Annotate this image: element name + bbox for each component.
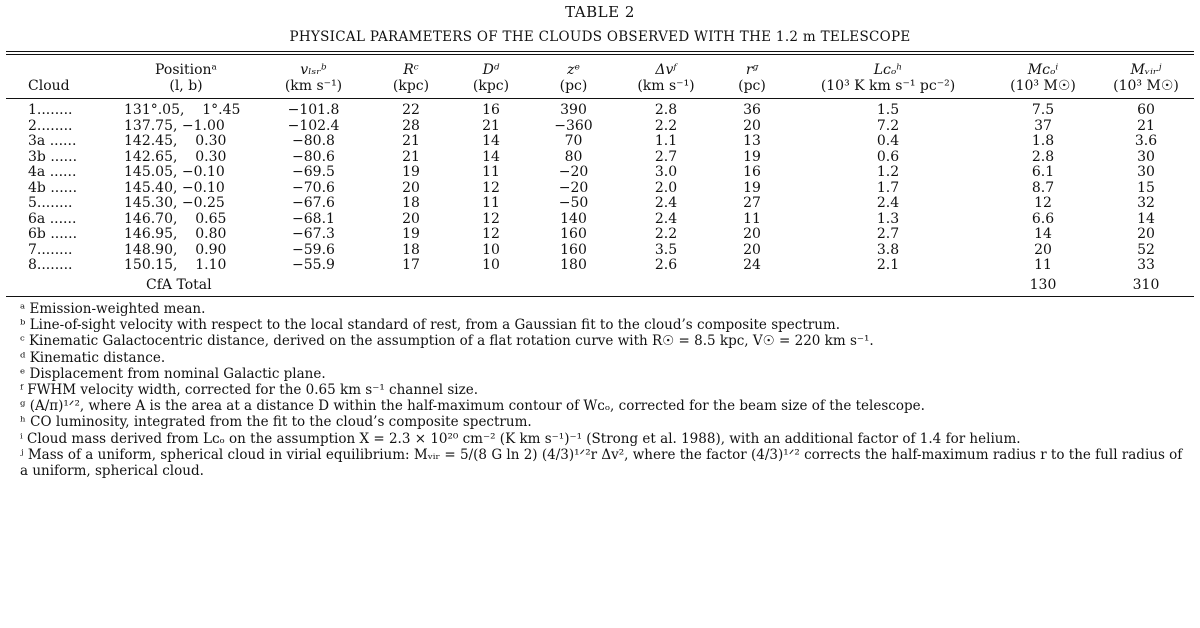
col-header-dv: Δvᶠ bbox=[655, 62, 677, 78]
cell-Lco: 7.2 bbox=[876, 117, 900, 134]
cell-cloud: 5........ bbox=[28, 195, 73, 211]
cell-r: 11 bbox=[743, 210, 761, 227]
cell-vlsr: −67.6 bbox=[292, 195, 335, 211]
cell-Lco: 3.8 bbox=[876, 241, 900, 258]
cell-Mvir: 3.6 bbox=[1134, 133, 1158, 149]
cell-z: −360 bbox=[554, 117, 593, 134]
cell-dv: 2.4 bbox=[654, 210, 678, 227]
table-row bbox=[6, 227, 1194, 243]
cell-r: 19 bbox=[743, 179, 761, 196]
cell-R: 21 bbox=[402, 133, 420, 149]
table-row bbox=[6, 119, 1194, 135]
cell-cloud: 4a ...... bbox=[28, 164, 77, 180]
cell-dv: 2.6 bbox=[654, 257, 678, 273]
cell-Lco: 1.7 bbox=[876, 179, 900, 196]
cell-position: 142.65, 0.30 bbox=[124, 148, 227, 165]
col-header-Mvir: Mᵥᵢᵣʲ bbox=[1130, 62, 1162, 78]
cell-dv: 3.5 bbox=[654, 241, 678, 258]
footnotes bbox=[6, 301, 1194, 479]
cell-position: 145.40, −0.10 bbox=[124, 179, 225, 196]
table-row bbox=[6, 134, 1194, 150]
cell-z: 160 bbox=[560, 241, 587, 258]
cell-Mco: 2.8 bbox=[1031, 148, 1055, 165]
col-unit-R: (kpc) bbox=[392, 78, 430, 94]
cell-Mco: 37 bbox=[1034, 117, 1052, 134]
table-number: TABLE 2 bbox=[565, 3, 635, 21]
cell-D: 14 bbox=[482, 133, 500, 149]
cell-R: 17 bbox=[402, 257, 420, 273]
cell-vlsr: −101.8 bbox=[287, 102, 340, 118]
cell-dv: 1.1 bbox=[654, 133, 678, 149]
cell-Mvir: 21 bbox=[1137, 117, 1155, 134]
cell-vlsr: −80.8 bbox=[292, 133, 335, 149]
total-mco: 130 bbox=[1029, 276, 1057, 293]
total-mvir: 310 bbox=[1132, 276, 1160, 293]
cell-vlsr: −67.3 bbox=[292, 226, 335, 242]
cell-r: 19 bbox=[743, 148, 761, 165]
cell-position: 145.30, −0.25 bbox=[124, 195, 225, 211]
cell-r: 27 bbox=[743, 195, 761, 211]
col-unit-Mco: (10³ M☉) bbox=[1010, 78, 1076, 94]
cell-Mco: 12 bbox=[1034, 195, 1052, 211]
cell-D: 11 bbox=[482, 195, 500, 211]
cell-cloud: 6b ...... bbox=[28, 226, 78, 242]
cell-z: 70 bbox=[564, 133, 583, 149]
col-header-position: Positionᵃ bbox=[155, 62, 217, 78]
cell-position: 145.05, −0.10 bbox=[124, 164, 225, 180]
cell-D: 10 bbox=[482, 241, 500, 258]
cell-R: 22 bbox=[402, 102, 420, 118]
cell-D: 10 bbox=[482, 257, 500, 273]
cell-D: 12 bbox=[482, 226, 500, 242]
cell-vlsr: −55.9 bbox=[292, 257, 335, 273]
cell-Lco: 1.2 bbox=[876, 164, 900, 180]
cell-Mco: 8.7 bbox=[1031, 179, 1055, 196]
table-body bbox=[6, 99, 1194, 274]
cell-D: 21 bbox=[482, 117, 500, 134]
cell-R: 21 bbox=[402, 148, 420, 165]
col-unit-position: (l, b) bbox=[169, 78, 203, 94]
cell-r: 24 bbox=[743, 257, 761, 273]
footnote-f: ᶠ FWHM velocity width, corrected for the 0.65 km s⁻¹ channel size. bbox=[20, 382, 478, 399]
footnote-j: ʲ Mass of a uniform, spherical cloud in virial equilibrium: Mᵥᵢᵣ = 5/(8 G ln 2) (4/3)¹ᐟ²r Δv², where the factor (4/3)¹ᐟ² corrects the half-maximum radius r to the full radius of a uniform, spherical cloud. bbox=[20, 446, 1183, 480]
cell-Lco: 2.4 bbox=[876, 195, 900, 211]
table-row bbox=[6, 150, 1194, 166]
cell-r: 13 bbox=[743, 133, 761, 149]
cell-Mvir: 15 bbox=[1137, 179, 1155, 196]
cell-vlsr: −59.6 bbox=[292, 241, 335, 258]
cell-D: 11 bbox=[482, 164, 500, 180]
table-row bbox=[6, 196, 1194, 212]
cell-position: 146.70, 0.65 bbox=[124, 210, 227, 227]
cell-z: 140 bbox=[560, 210, 587, 227]
table-row bbox=[6, 165, 1194, 181]
cell-Mco: 20 bbox=[1034, 241, 1052, 258]
footnote-g: ᵍ (A/π)¹ᐟ², where A is the area at a distance D within the half-maximum contour of Wᴄₒ, corrected for the beam size of the telescope. bbox=[20, 398, 925, 415]
cell-Lco: 1.5 bbox=[876, 102, 900, 118]
cell-cloud: 4b ...... bbox=[28, 179, 78, 196]
cell-D: 12 bbox=[482, 179, 500, 196]
cell-position: 148.90, 0.90 bbox=[124, 241, 227, 258]
cell-position: 137.75, −1.00 bbox=[124, 117, 225, 134]
col-header-Mco: Mᴄₒⁱ bbox=[1027, 62, 1059, 78]
cell-r: 20 bbox=[743, 226, 761, 242]
col-unit-dv: (km s⁻¹) bbox=[637, 78, 695, 94]
cell-Mco: 6.6 bbox=[1031, 210, 1055, 227]
cell-z: 390 bbox=[560, 102, 587, 118]
cell-Mvir: 60 bbox=[1137, 102, 1155, 118]
cell-Lco: 0.6 bbox=[876, 148, 900, 165]
cell-dv: 2.4 bbox=[654, 195, 678, 211]
cell-Mco: 14 bbox=[1034, 226, 1052, 242]
footnote-d: ᵈ Kinematic distance. bbox=[20, 349, 166, 366]
table-container bbox=[6, 0, 1194, 479]
cell-Mco: 6.1 bbox=[1031, 164, 1055, 180]
cell-Mvir: 14 bbox=[1137, 210, 1155, 227]
cell-z: −20 bbox=[558, 179, 589, 196]
footnote-i: ⁱ Cloud mass derived from Lᴄₒ on the assumption X = 2.3 × 10²⁰ cm⁻² (K km s⁻¹)⁻¹ (Strong et al. 1988), with an additional factor of 1.4 for helium. bbox=[20, 430, 1021, 447]
table-row bbox=[6, 212, 1194, 228]
cell-cloud: 3a ...... bbox=[28, 133, 77, 149]
col-header-Lco: Lᴄₒʰ bbox=[873, 62, 903, 78]
col-header-cloud bbox=[6, 55, 116, 78]
cell-Mvir: 52 bbox=[1137, 241, 1155, 258]
cell-position: 131°.05, 1°.45 bbox=[124, 102, 241, 118]
cell-dv: 2.0 bbox=[654, 179, 678, 196]
table-title: PHYSICAL PARAMETERS OF THE CLOUDS OBSERVED WITH THE 1.2 m TELESCOPE bbox=[289, 29, 911, 45]
col-header-vlsr: vₗₛᵣᵇ bbox=[300, 62, 327, 78]
cell-vlsr: −68.1 bbox=[292, 210, 335, 227]
cell-Lco: 2.7 bbox=[876, 226, 900, 242]
cell-cloud: 7........ bbox=[28, 241, 73, 258]
cell-cloud: 8........ bbox=[28, 257, 73, 273]
table-row bbox=[6, 181, 1194, 197]
footnote-b: ᵇ Line-of-sight velocity with respect to the local standard of rest, from a Gaussian fit to the cloud’s composite spectrum. bbox=[20, 317, 840, 334]
col-header-cloud-label: Cloud bbox=[28, 78, 70, 94]
cell-R: 18 bbox=[402, 195, 420, 211]
cell-r: 20 bbox=[743, 117, 761, 134]
total-label: CfA Total bbox=[146, 276, 212, 293]
col-header-r: rᵍ bbox=[745, 62, 759, 78]
cell-Lco: 2.1 bbox=[876, 257, 900, 273]
cell-position: 146.95, 0.80 bbox=[124, 226, 227, 242]
cell-Mvir: 30 bbox=[1137, 148, 1155, 165]
col-header-z: zᵉ bbox=[567, 62, 580, 78]
cell-Mvir: 33 bbox=[1137, 257, 1155, 273]
cell-z: −50 bbox=[558, 195, 589, 211]
col-header-R: Rᶜ bbox=[403, 62, 419, 78]
parameters-table bbox=[6, 55, 1194, 296]
col-unit-Lco: (10³ K km s⁻¹ pc⁻²) bbox=[820, 78, 956, 94]
cell-Mvir: 20 bbox=[1137, 226, 1155, 242]
cell-D: 14 bbox=[482, 148, 500, 165]
cell-dv: 3.0 bbox=[654, 164, 678, 180]
table-row bbox=[6, 243, 1194, 259]
cell-vlsr: −70.6 bbox=[292, 179, 335, 196]
col-unit-vlsr: (km s⁻¹) bbox=[284, 78, 343, 94]
cell-D: 16 bbox=[482, 102, 500, 118]
cell-Mco: 7.5 bbox=[1031, 102, 1055, 118]
cell-Mco: 1.8 bbox=[1031, 133, 1055, 149]
cell-z: 160 bbox=[560, 226, 587, 242]
footnote-c: ᶜ Kinematic Galactocentric distance, derived on the assumption of a flat rotation curve with R☉ = 8.5 kpc, V☉ = 220 km s⁻¹. bbox=[20, 333, 874, 350]
cell-Lco: 1.3 bbox=[876, 210, 900, 227]
cell-cloud: 3b ...... bbox=[28, 148, 78, 165]
cell-position: 150.15, 1.10 bbox=[124, 257, 227, 273]
cell-R: 28 bbox=[402, 117, 420, 134]
cell-dv: 2.8 bbox=[654, 102, 678, 118]
cell-R: 18 bbox=[402, 241, 420, 258]
cell-dv: 2.2 bbox=[654, 226, 678, 242]
cell-vlsr: −102.4 bbox=[287, 117, 340, 134]
cell-dv: 2.2 bbox=[654, 117, 678, 134]
bottom-rule bbox=[6, 296, 1194, 297]
cell-R: 20 bbox=[402, 210, 420, 227]
col-unit-r: (pc) bbox=[738, 78, 766, 94]
cell-Mvir: 32 bbox=[1137, 195, 1155, 211]
cell-Lco: 0.4 bbox=[876, 133, 900, 149]
cell-cloud: 6a ...... bbox=[28, 210, 77, 227]
cell-cloud: 2........ bbox=[28, 117, 73, 134]
cell-position: 142.45, 0.30 bbox=[124, 133, 227, 149]
cell-z: 180 bbox=[560, 257, 587, 273]
cell-D: 12 bbox=[482, 210, 500, 227]
col-unit-Mvir: (10³ M☉) bbox=[1113, 78, 1179, 94]
footnote-h: ʰ CO luminosity, integrated from the fit to the cloud’s composite spectrum. bbox=[20, 414, 532, 431]
col-header-D: Dᵈ bbox=[482, 62, 500, 78]
cell-z: 80 bbox=[564, 148, 583, 165]
table-row bbox=[6, 99, 1194, 119]
footnote-e: ᵉ Displacement from nominal Galactic plane. bbox=[20, 365, 326, 382]
cell-r: 36 bbox=[743, 102, 761, 118]
cell-Mco: 11 bbox=[1034, 257, 1052, 273]
cell-R: 19 bbox=[402, 226, 420, 242]
table-row bbox=[6, 258, 1194, 274]
cell-vlsr: −69.5 bbox=[292, 164, 335, 180]
col-unit-z: (pc) bbox=[559, 78, 588, 94]
cell-vlsr: −80.6 bbox=[292, 148, 335, 165]
col-unit-D: (kpc) bbox=[472, 78, 510, 94]
total-row bbox=[6, 274, 1194, 297]
cell-z: −20 bbox=[558, 164, 589, 180]
cell-dv: 2.7 bbox=[654, 148, 678, 165]
cell-Mvir: 30 bbox=[1137, 164, 1155, 180]
cell-r: 20 bbox=[743, 241, 761, 258]
cell-R: 19 bbox=[402, 164, 420, 180]
cell-r: 16 bbox=[743, 164, 761, 180]
cell-cloud: 1........ bbox=[28, 102, 73, 118]
cell-R: 20 bbox=[402, 179, 420, 196]
footnote-a: ᵃ Emission-weighted mean. bbox=[20, 301, 206, 317]
